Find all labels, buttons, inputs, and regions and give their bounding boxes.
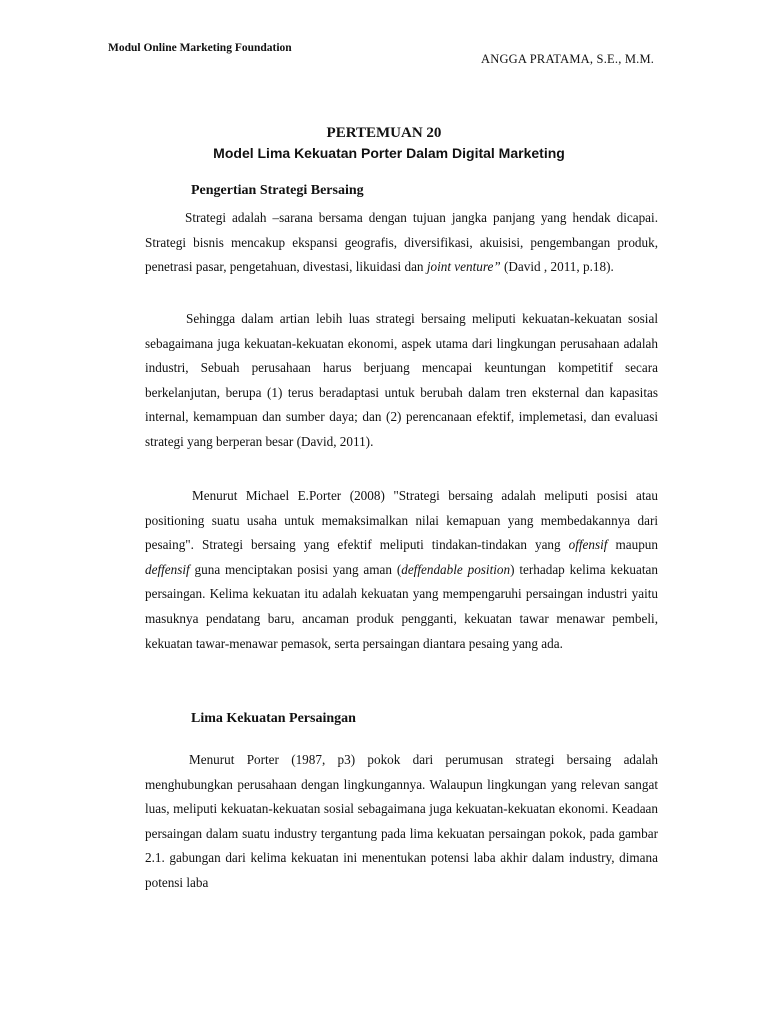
page-title: PERTEMUAN 20 bbox=[326, 125, 442, 141]
page-subtitle: Model Lima Kekuatan Porter Dalam Digital Marketing bbox=[213, 145, 565, 161]
paragraph-4: Menurut Porter (1987, p3) pokok dari perumusan strategi bersaing adalah menghubungkan perusahaan dengan lingkungannya. Walaupun lingkungan yang relevan sangat luas, meliputi kekuatan-kekuatan sosial sebagaimana juga kekuatan-kekuatan ekonomi. Keadaan persaingan dalam suatu industry tergantung pada lima kekuatan persaingan pokok, pada gambar 2.1. gabungan dari kelima kekuatan ini menentukan potensi laba akhir dalam industry, dimana potensi laba bbox=[145, 752, 658, 890]
paragraph-2: Sehingga dalam artian lebih luas strategi bersaing meliputi kekuatan-kekuatan sosial sebagaimana juga kekuatan-kekuatan ekonomi, aspek utama dari lingkungan perusahaan adalah industri, Sebuah perusahaan harus berjuang mencapai keuntungan kompetitif secara berkelanjutan, berupa (1) terus beradaptasi untuk berubah dalam tren eksternal dan kapasitas internal, kemampuan dan sumber daya; dan (2) perencanaan efektif, implemetasi, dan evaluasi strategi yang berperan besar (David, 2011). bbox=[145, 311, 658, 449]
author-name: ANGGA PRATAMA, S.E., M.M. bbox=[481, 52, 655, 66]
module-title: Modul Online Marketing Foundation bbox=[108, 42, 292, 54]
section-heading-strategi-bersaing: Pengertian Strategi Bersaing bbox=[191, 183, 364, 198]
paragraph-1: Strategi adalah –sarana bersama dengan tujuan jangka panjang yang hendak dicapai. Strategi bisnis mencakup ekspansi geografis, diversifikasi, akuisisi, pengembangan produk, penetrasi pasar, pengetahuan, divestasi, likuidasi dan joint venture” (David , 2011, p.18). bbox=[145, 210, 658, 275]
section-heading-lima-kekuatan: Lima Kekuatan Persaingan bbox=[191, 711, 356, 726]
paragraph-3: Menurut Michael E.Porter (2008) "Strategi bersaing adalah meliputi posisi atau positioning suatu usaha untuk memaksimalkan nilai kemapuan yang membedakannya dari pesaing". Strategi bersaing yang efektif meliputi tindakan-tindakan yang offensif maupun deffensif guna menciptakan posisi yang aman (deffendable position) terhadap kelima kekuatan persaingan. Kelima kekuatan itu adalah kekuatan yang mempengaruhi persaingan industri yaitu masuknya pendatang baru, ancaman produk pengganti, kekuatan tawar menawar pembeli, kekuatan tawar-menawar pemasok, serta persaingan diantara pesaing yang ada. bbox=[145, 488, 658, 651]
